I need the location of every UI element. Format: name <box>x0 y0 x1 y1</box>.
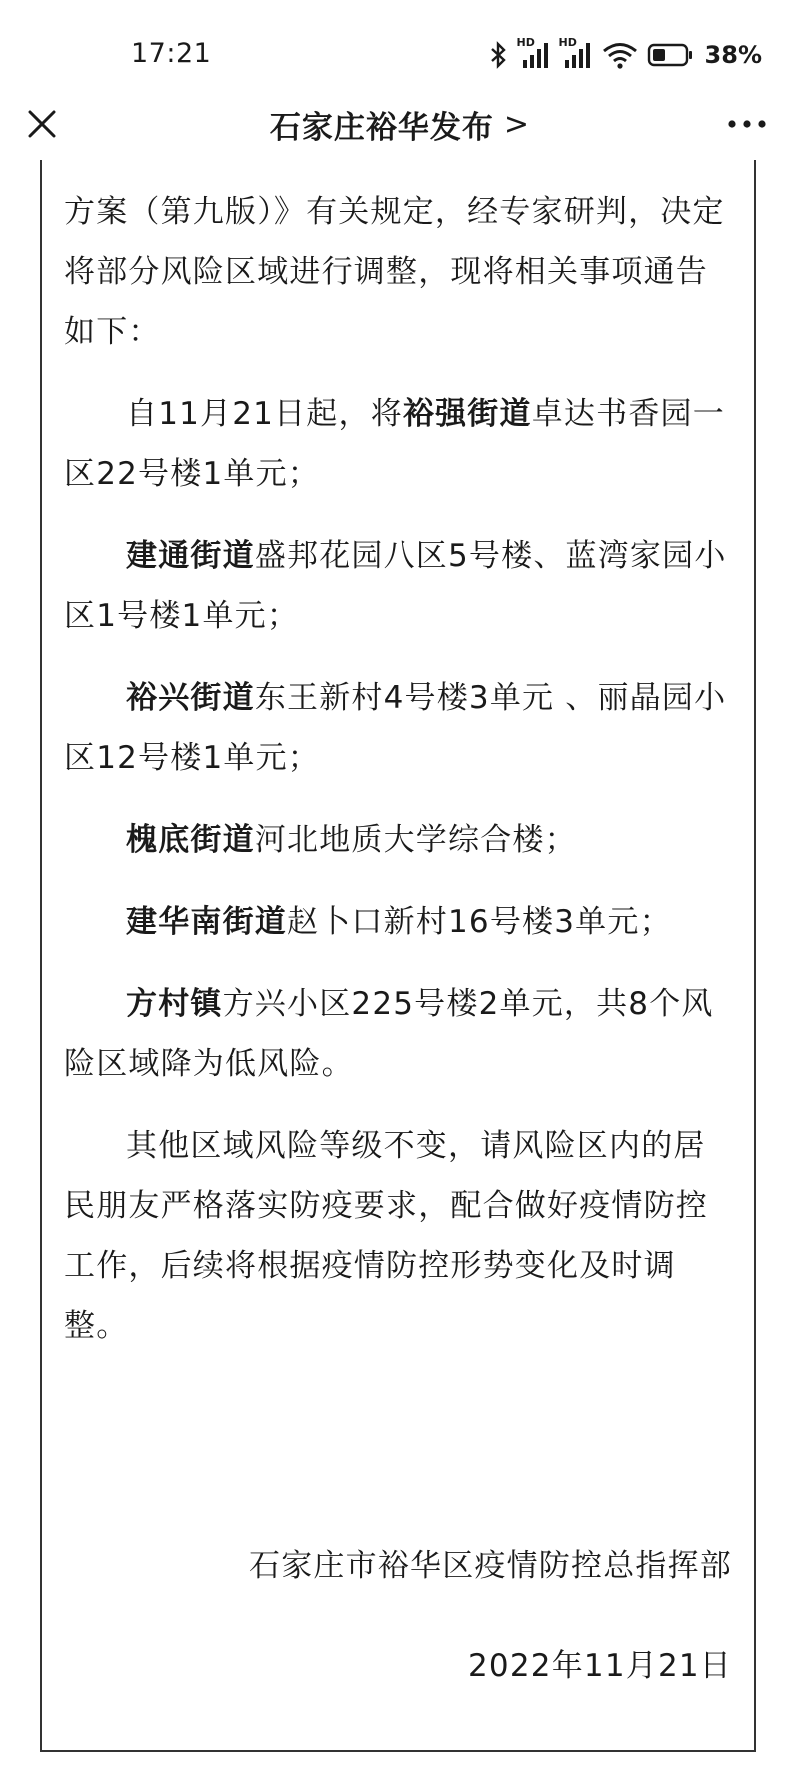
wifi-icon <box>601 40 639 70</box>
status-icons <box>489 38 762 72</box>
article-frame <box>40 160 756 1752</box>
signal-icon-2 <box>558 36 593 70</box>
issue-date: 2022年11月21日 <box>468 1648 732 1684</box>
district-name: 方村镇 <box>126 986 223 1022</box>
more-button[interactable] <box>722 102 772 146</box>
battery-percent: 38% <box>704 41 762 69</box>
notice-item: 自11月21日起，将裕强街道卓达书香园一区22号楼1单元； <box>64 396 725 492</box>
battery-icon <box>647 42 693 68</box>
closing-paragraph: 其他区域风险等级不变，请风险区内的居民朋友严格落实防疫要求，配合做好疫情防控工作，后续将根据疫情防控形势变化及时调整。 <box>64 1128 708 1344</box>
account-name: 石家庄裕华发布 <box>269 110 494 146</box>
district-name: 裕兴街道 <box>126 680 255 716</box>
account-title[interactable] <box>0 102 800 147</box>
issuer-signature: 石家庄市裕华区疫情防控总指挥部 <box>249 1548 732 1584</box>
notice-item: 建华南街道赵卜口新村16号楼3单元； <box>126 904 672 940</box>
district-name: 建通街道 <box>126 538 255 574</box>
district-name: 裕强街道 <box>402 396 532 432</box>
district-name: 槐底街道 <box>126 822 255 858</box>
nav-bar <box>0 88 800 160</box>
article-body <box>64 182 732 1378</box>
status-time: 17:21 <box>131 38 212 69</box>
signal-icon-1 <box>516 36 551 70</box>
bluetooth-icon <box>489 41 509 69</box>
notice-item: 方村镇方兴小区225号楼2单元，共8个风险区域降为低风险。 <box>64 986 714 1082</box>
intro-paragraph: 方案（第九版）》有关规定，经专家研判，决定将部分风险区域进行调整，现将相关事项通告如下： <box>64 194 725 350</box>
notice-item: 裕兴街道东王新村4号楼3单元 、丽晶园小区12号楼1单元； <box>64 680 727 776</box>
notice-item: 建通街道盛邦花园八区5号楼、蓝湾家园小区1号楼1单元； <box>64 538 727 634</box>
network-label-1: HD <box>516 36 535 49</box>
more-icon <box>727 119 767 129</box>
chevron-right-icon: > <box>503 107 531 142</box>
district-name: 建华南街道 <box>126 904 287 940</box>
network-label-2: HD <box>558 36 577 49</box>
notice-item: 槐底街道河北地质大学综合楼； <box>126 822 577 858</box>
